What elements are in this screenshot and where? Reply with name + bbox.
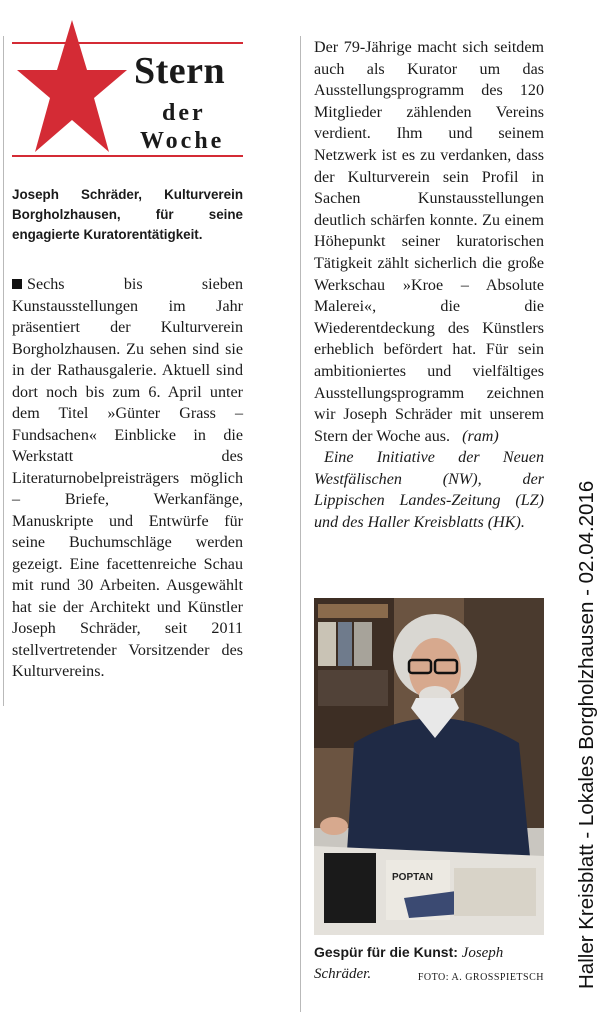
caption-label: Gespür für die Kunst: — [314, 944, 458, 960]
title-stern: Stern — [134, 50, 226, 92]
portrait-illustration — [314, 598, 544, 935]
portrait-photo — [314, 598, 544, 935]
author-tag: (ram) — [462, 427, 499, 445]
red-star-icon — [14, 18, 130, 158]
column-divider — [3, 36, 4, 706]
article-text-left: Sechs bis sieben Kunstausstellungen im Jahr präsentiert der Kulturverein Borgholzhausen. Zu sehen sind sie in der Rathausgalerie. Aktuell sind dort noch bis zum 6. April unter dem Titel »Günter Grass – Fundsachen« Einblicke in die Werkstatt des Literaturnobelpreisträgers möglich – Briefe, Werkanfänge, Manuskripte und Entwürfe für seine Buchumschläge werden gezeigt. Eine facettenreiche Schau mit rund 30 Arbeiten. Ausgewählt hat sie der Architekt und Künstler Joseph Schräder, seit 2011 stellvertretender Vorsitzender des Kulturvereins. — [12, 276, 243, 680]
initiative-note: Eine Initiative der Neuen Westfälischen (NW), der Lippischen Landes-Zeitung (LZ) und des Haller Kreisblatts (HK). — [314, 449, 544, 532]
article-body-right — [314, 37, 544, 534]
article-body-left — [12, 274, 243, 683]
caption-text: Joseph Schräder. — [314, 945, 504, 982]
paragraph-marker-square — [12, 279, 22, 289]
lead-paragraph: Joseph Schräder, Kulturverein Borgholzhausen, für seine engagierte Kuratorentätigkeit. — [12, 187, 243, 242]
photo-caption — [314, 942, 544, 988]
article-text-right: Der 79-Jährige macht sich seitdem auch als Kurator um das Ausstellungsprogramm des 120 Mitglieder zählenden Vereins verdient. Ihm und seinem Netzwerk ist es zu verdanken, dass der Kulturverein sein Profil in Sachen Kunstausstellungen deutlich schärfen konnte. Zu einem Höhepunkt seiner kuratorischen Tätigkeit zählt sicherlich die große Werkschau »Kroe – Absolute Malerei«, die die Wiederentdeckung des Künstlers erheblich befördert hat. Für sein ambitioniertes und vielfältiges Ausstellungsprogramm zeichnen wir Joseph Schräder mit unserem Stern der Woche aus. — [314, 39, 544, 445]
title-woche: Woche — [140, 128, 225, 154]
source-side-label: Haller Kreisblatt - Lokales Borgholzhausen - 02.04.2016 — [575, 480, 598, 989]
svg-text:POPTAN: POPTAN — [392, 872, 433, 883]
photo-credit: FOTO: A. GROSSPIETSCH — [417, 972, 544, 983]
title-der: der — [162, 100, 206, 126]
stern-der-woche-header — [12, 10, 243, 160]
article-paragraph-right — [314, 37, 544, 447]
column-divider — [300, 36, 301, 1012]
